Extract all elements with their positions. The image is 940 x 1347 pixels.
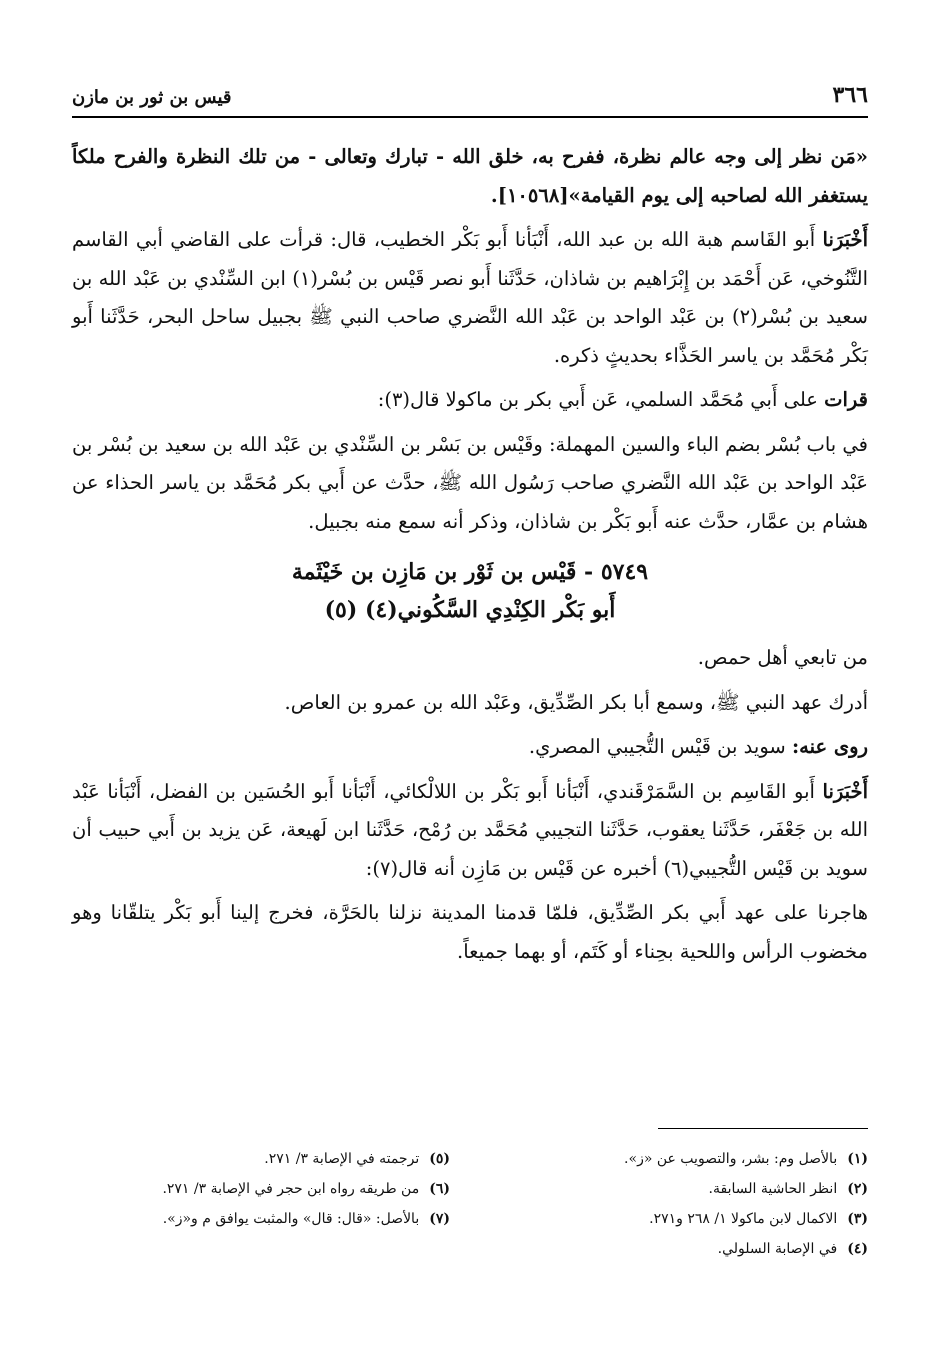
footnote-text: الاكمال لابن ماكولا ١/ ٢٦٨ و٢٧١.	[649, 1211, 838, 1227]
footnote	[72, 1144, 450, 1174]
paragraph-3: في باب بُسْر بضم الباء والسين المهملة: وقَيْس بن بَسْر بن السِّنْدي بن عَبْد الله بن سعيد بن بُسْر بن عَبْد الواحد بن عَبْد الله النَّضري صاحب رَسُول الله ﷺ، حدَّث عن أَبي بكر مُحَمَّد بن ياسر الحذاء عن هشام بن عمَّار، حدَّث عنه أَبو بَكْر بن شاذان، وذكر أنه سمع منه بجبيل.	[72, 432, 868, 533]
footnote-number: (٧)	[429, 1211, 450, 1227]
paragraph-7: هاجرنا على عهد أَبي بكر الصِّدِّيق، فلمّا قدمنا المدينة نزلنا بالحَرَّة، فخرج إلينا أَبو بَكْر يتلقّانا وهو مخضوب الرأس واللحية بحِناء أو كَتَم، أو بهما جميعاً.	[72, 901, 868, 963]
footnote-text: في الإصابة السلولي.	[717, 1241, 838, 1257]
paragraph-lead: قرات	[824, 388, 868, 411]
paragraph-body: أَبو القَاسِم بن السَّمَرْقَندي، أَنْبَأنا أَبو بَكْر بن اللالْكائي، أَنْبَأنا أَبو الحُسَين بن الفضل، أَنْبَأنا عَبْد الله بن جَعْفَر، حَدَّثَنا يعقوب، حَدَّثَنا التجيبي مُحَمَّد بن رُمْح، حَدَّثَنا ابن لَهيعة، عَن يزيد بن أَبي حبيب أن سويد بن قَيْس التُّجيبي(٦) أخبره عن قَيْس بن مَازِن أنه قال(٧):	[72, 779, 868, 880]
running-title: قيس بن ثور بن مازن	[72, 87, 232, 108]
paragraph-body: سويد بن قَيْس التُّجيبي المصري.	[528, 735, 786, 758]
footnotes-right-column	[490, 1144, 868, 1264]
paragraph-5: أدرك عهد النبي ﷺ، وسمع أبا بكر الصِّدِّيق، وعَبْد الله بن عمرو بن العاص.	[284, 690, 868, 714]
footnote-number: (٤)	[847, 1241, 868, 1257]
paragraph-lead: روى عنه:	[791, 735, 868, 758]
paragraph-lead: أَخْبَرَنا	[822, 779, 868, 803]
footnote-number: (١)	[847, 1151, 868, 1167]
paragraph-body: على أَبي مُحَمَّد السلمي، عَن أَبي بكر بن ماكولا قال(٣):	[377, 388, 818, 411]
footnote-text: بالأصل: «قال: قال» والمثبت يوافق م و«ز».	[162, 1211, 420, 1227]
footnote-rule	[658, 1128, 868, 1129]
footnote-text: ترجمته في الإصابة ٣/ ٢٧١.	[264, 1151, 420, 1167]
footnote-number: (٦)	[429, 1181, 450, 1197]
entry-title-line-2: أَبو بَكْر الكِنْدِي السَّكُوني(٤) (٥)	[324, 597, 616, 623]
entry-title	[72, 553, 868, 629]
footnote-text: بالأصل وم: بشر، والتصويب عن «ز».	[624, 1151, 838, 1167]
page-number: ٣٦٦	[832, 82, 868, 108]
footnote	[490, 1204, 868, 1234]
footnote-text: من طريقه رواه ابن حجر في الإصابة ٣/ ٢٧١.	[162, 1181, 420, 1197]
entry-title-line-1: ٥٧٤٩ - قَيْس بن ثَوْر بن مَازِن بن خَيْثَمة	[291, 559, 649, 585]
footnote-text: انظر الحاشية السابقة.	[708, 1181, 838, 1197]
hadith-quote: «مَن نظر إلى وجه عالم نظرة، ففرح به، خلق الله - تبارك وتعالى - من تلك النظرة والفرح ملكاً يستغفر الله لصاحبه إلى يوم القيامة»[١٠٥٦٨].	[72, 145, 868, 207]
isnad-paragraph-1	[72, 221, 868, 375]
footnote	[490, 1234, 868, 1264]
footnote-number: (٣)	[847, 1211, 868, 1227]
footnote	[72, 1204, 450, 1234]
paragraph-6	[72, 728, 868, 767]
footnotes	[72, 1144, 868, 1264]
footnotes-left-column	[72, 1144, 450, 1264]
footnote	[490, 1174, 868, 1204]
paragraph-lead: أَخْبَرَنا	[822, 228, 868, 251]
header-rule	[72, 116, 868, 118]
paragraph-body: أَبو القَاسم هبة الله بن عبد الله، أَنْبَأنا أَبو بَكْر الخطيب، قال: قرأت على القاضي أبي القاسم التَّنُوخي، عَن أَحْمَد بن إِبْرَاهيم بن شاذان، حَدَّثَنا أَبو نصر قَيْس بن بُسْر(١) ابن السِّنْدي بن عَبْد الله بن سعيد بن بُسْر(٢) بن عَبْد الواحد بن عَبْد الله النَّضري صاحب النبي ﷺ بجبيل ساحل البحر، حَدَّثَنا أَبو بَكْر مُحَمَّد بن ياسر الحَذَّاء بحديثٍ ذكره.	[72, 228, 868, 367]
main-text	[72, 138, 868, 977]
footnote-number: (٢)	[847, 1181, 868, 1197]
footnote-number: (٥)	[429, 1151, 450, 1167]
paragraph-4: من تابعي أهل حمص.	[697, 646, 868, 669]
isnad-paragraph-2	[72, 381, 868, 420]
footnote	[490, 1144, 868, 1174]
page-header	[72, 74, 868, 108]
isnad-paragraph-3	[72, 773, 868, 889]
footnote	[72, 1174, 450, 1204]
